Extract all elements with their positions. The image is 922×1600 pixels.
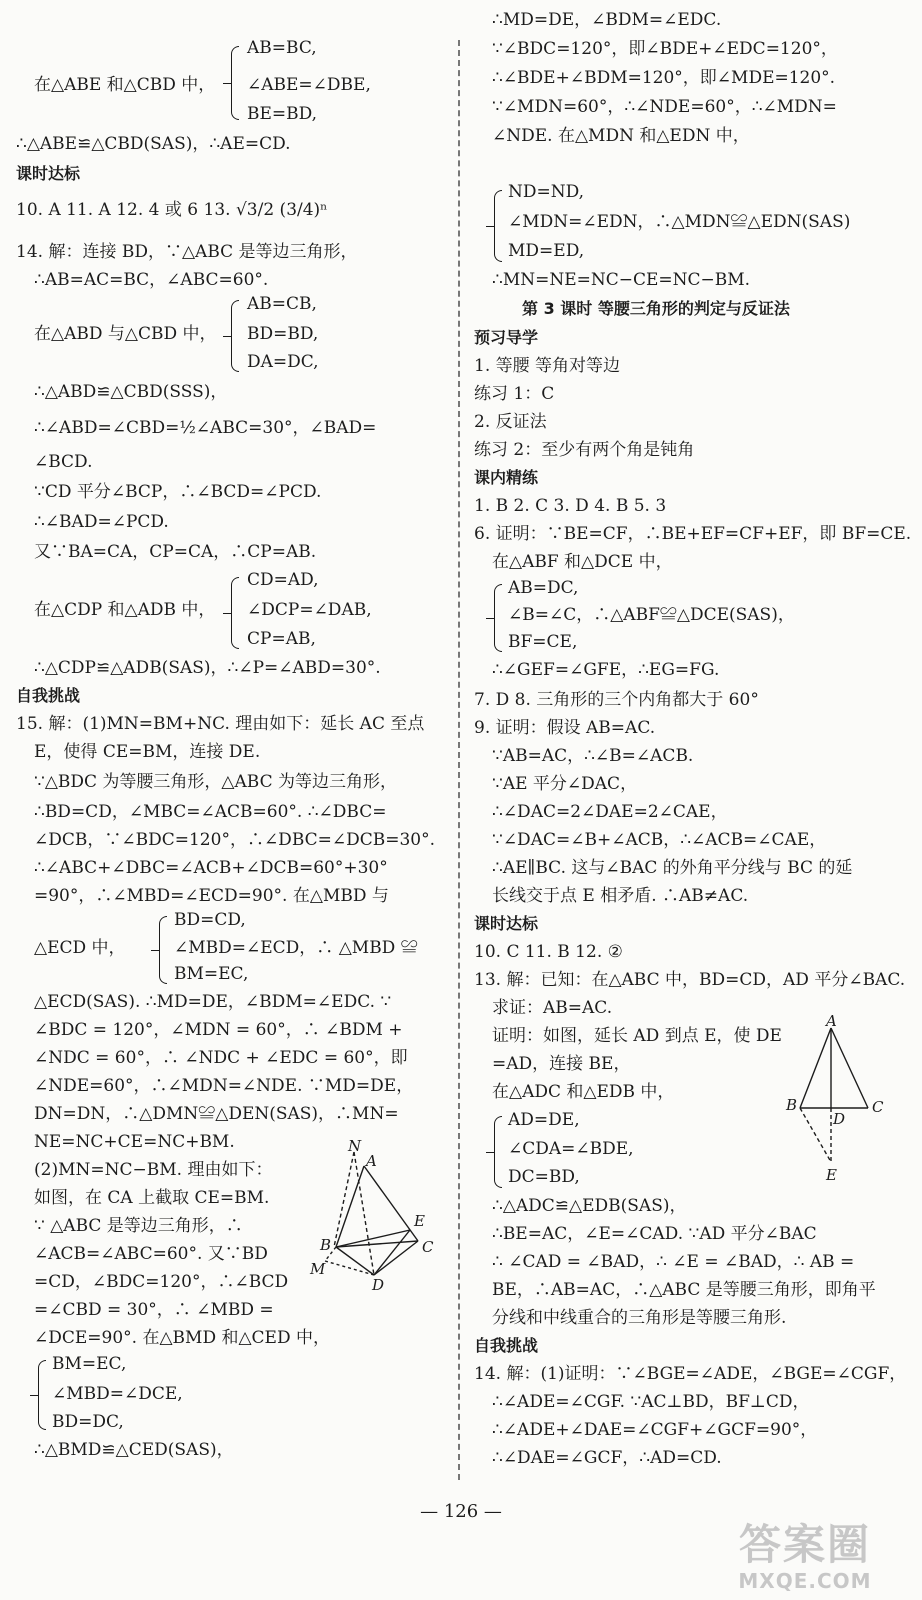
brace [494,190,502,262]
section-heading: 自我挑战 [16,686,81,705]
text-line: ∴∠ADE+∠DAE=∠CGF+∠GCF=90°， [492,1420,818,1440]
brace [231,300,239,372]
lesson-title: 第 3 课时 等腰三角形的判定与反证法 [522,299,790,318]
text-line: △ECD(SAS). ∴MD=DE，∠BDM=∠EDC. ∵ [34,992,392,1012]
brace [494,584,502,652]
text-line: 14. 解：(1)证明：∵∠BGE=∠ADE，∠BGE=∠CGF， [474,1364,907,1384]
answer-line: 10. C 11. B 12. ② [474,942,623,962]
text-line: 练习 2：至少有两个角是钝角 [474,440,695,460]
text-line: ∴∠GEF=∠GFE，∴EG=FG. [492,660,720,680]
section-heading: 自我挑战 [474,1336,539,1355]
text-line: ∵ △ABC 是等边三角形，∴ [34,1216,243,1236]
text-line: DN=DN，∴△DMN≌△DEN(SAS)，∴MN= [34,1104,399,1124]
text-line: MD=ED, [508,241,585,261]
point-label-N: N [348,1137,362,1155]
text-line: 9. 证明：假设 AB=AC. [474,718,656,738]
text-line: 6. 证明：∵BE=CF，∴BE+EF=CF+EF，即 BF=CE. [474,524,912,544]
point-label-D: D [372,1276,385,1294]
text-line: ∵△BDC 为等腰三角形，△ABC 为等边三角形， [34,772,397,792]
text-line: BE，∴AB=AC，∴△ABC 是等腰三角形，即角平 [492,1280,876,1300]
text-line: ∠MDN=∠EDN，∴△MDN≌△EDN(SAS) [508,212,851,232]
answer-line: 1. B 2. C 3. D 4. B 5. 3 [474,496,667,516]
text-line: ∴△ABD≌△CBD(SSS)， [34,382,228,402]
text-line: ∠NDE. 在△MDN 和△EDN 中， [492,126,750,146]
text-line: BF=CE, [508,632,578,652]
text-line: BD=CD, [174,910,246,930]
answer-line: 10. A 11. A 12. 4 或 6 13. √3/2 (3/4)ⁿ [16,200,328,220]
text-line: AB=BC, [247,38,317,58]
text-line: 练习 1：C [474,384,555,404]
text-line: NE=NC+CE=NC+BM. [34,1132,235,1152]
text-line: BE=BD, [247,104,318,124]
text-line: DA=DC, [247,352,319,372]
watermark-url: MXQE.COM [738,1569,872,1593]
text-line: ∴△CDP≌△ADB(SAS)，∴∠P=∠ABD=30°. [34,658,381,678]
answer-line: 7. D 8. 三角形的三个内角都大于 60° [474,690,759,710]
point-label-B: B [786,1096,798,1114]
text-line: ∴MN=NE=NC−CE=NC−BM. [492,270,751,290]
watermark-text: 答案圈 [738,1520,871,1569]
text-line: ∠B=∠C，∴△ABF≌△DCE(SAS)， [508,605,795,625]
text-line: ∠NDE=60°，∴∠MDN=∠NDE. ∵MD=DE， [34,1076,414,1096]
section-heading: 预习导学 [474,328,539,347]
text-line: 1. 等腰 等角对等边 [474,356,621,376]
text-line: ∠MBD=∠DCE, [52,1384,183,1404]
text-line: ∠NDC = 60°，∴ ∠NDC + ∠EDC = 60°，即 [34,1048,408,1068]
text-line: ∵∠BDC=120°，即∠BDE+∠EDC=120°， [492,39,838,59]
point-label-C: C [422,1238,434,1256]
text-line: =90°，∴∠MBD=∠ECD=90°. 在△MBD 与 [34,886,389,906]
text-line: AB=DC, [508,578,579,598]
text-line: ∴△ADC≌△EDB(SAS)， [492,1196,687,1216]
section-heading: 课时达标 [474,914,539,933]
text-line: ∴∠DAE=∠GCF，∴AD=CD. [492,1448,722,1468]
point-label-D: D [833,1110,846,1128]
text-line: ND=ND, [508,182,585,202]
text-line: ∴△ABE≌△CBD(SAS)，∴AE=CD. [16,134,291,154]
text-line: ∵∠MDN=60°，∴∠NDE=60°，∴∠MDN= [492,97,837,117]
text-line: =∠CBD = 30°，∴ ∠MBD = [34,1300,274,1320]
text-line: ∠MBD=∠ECD，∴ △MBD ≌ [174,938,418,958]
text-line: ∴∠ABD=∠CBD=½∠ABC=30°，∠BAD= [34,418,377,438]
geometry-figure-left [310,1137,454,1294]
text-line: ∵AB=AC，∴∠B=∠ACB. [492,746,694,766]
text-line: 分线和中线重合的三角形是等腰三角形. [492,1308,787,1328]
text-line: 如图，在 CA 上截取 CE=BM. [34,1188,270,1208]
text-line: ∵AE 平分∠DAC， [492,774,638,794]
column-divider [458,40,460,1480]
text-line: ∠BCD. [34,452,93,472]
text-line: ∵∠DAC=∠B+∠ACB，∴∠ACB=∠CAE， [492,830,827,850]
text-line: 在△ABE 和△CBD 中， [34,75,216,95]
text-line: 13. 解：已知：在△ABC 中，BD=CD，AD 平分∠BAC. [474,970,906,990]
text-line: BD=BD, [247,324,319,344]
text-line: ∴∠BDE+∠BDM=120°，即∠MDE=120°. [492,68,836,88]
text-line: ∴MD=DE，∠BDM=∠EDC. [492,10,722,30]
text-line: ∠ABE=∠DBE, [247,75,371,95]
text-line: 又∵BA=CA，CP=CA，∴CP=AB. [34,542,317,562]
text-line: AB=CB, [247,294,317,314]
brace [494,1116,502,1188]
text-line: 15. 解：(1)MN=BM+NC. 理由如下：延长 AC 至点 [16,714,425,734]
text-line: ∴AE∥BC. 这与∠BAC 的外角平分线与 BC 的延 [492,858,853,878]
text-line: ∴∠ABC+∠DBC=∠ACB+∠DCB=60°+30° [34,858,388,878]
brace [38,1360,46,1430]
section-heading: 课内精练 [474,468,539,487]
section-heading: 课时达标 [16,164,81,183]
point-label-A: A [826,1012,837,1030]
text-line: ∠BDC = 120°，∠MDN = 60°，∴ ∠BDM + [34,1020,403,1040]
text-line: ∴BE=AC，∠E=∠CAD. ∵AD 平分∠BAC [492,1224,817,1244]
point-label-B: B [320,1236,332,1254]
page-number: — 126 — [420,1501,502,1522]
text-line: 2. 反证法 [474,412,547,432]
text-line: BD=DC, [52,1412,124,1432]
text-line: ∠DCB，∵∠BDC=120°，∴∠DBC=∠DCB=30°. [34,830,436,850]
text-line: AD=DE, [508,1110,580,1130]
text-line: ∠CDA=∠BDE, [508,1139,634,1159]
text-line: CP=AB, [247,629,316,649]
text-line: △ECD 中， [34,938,126,958]
point-label-A: A [366,1152,377,1170]
text-line: (2)MN=NC−BM. 理由如下： [34,1160,273,1180]
text-line: 在△ADC 和△EDB 中， [492,1082,675,1102]
point-label-M: M [310,1260,326,1278]
text-line: BM=EC, [174,964,249,984]
text-line: ∠DCP=∠DAB, [247,600,372,620]
text-line: ∴∠DAC=2∠DAE=2∠CAE， [492,802,728,822]
text-line: 在△CDP 和△ADB 中， [34,600,216,620]
watermark-logo [700,1520,910,1596]
text-line: ∴BD=CD，∠MBC=∠ACB=60°. ∴∠DBC= [34,802,387,822]
text-line: BM=EC, [52,1354,127,1374]
point-label-E: E [826,1166,837,1184]
text-line: 长线交于点 E 相矛盾. ∴AB≠AC. [492,886,749,906]
text-line: E，使得 CE=BM，连接 DE. [34,742,261,762]
text-line: ∴AB=AC=BC，∠ABC=60°. [34,270,269,290]
text-line: ∠DCE=90°. 在△BMD 和△CED 中， [34,1328,331,1348]
text-line: ∴∠ADE=∠CGF. ∵AC⊥BD，BF⊥CD， [492,1392,810,1412]
text-line: 证明：如图，延长 AD 到点 E，使 DE [492,1026,782,1046]
text-line: ∵CD 平分∠BCP，∴∠BCD=∠PCD. [34,482,322,502]
text-line: 在△ABF 和△DCE 中， [492,552,673,572]
point-label-C: C [872,1098,884,1116]
brace [231,46,239,120]
geometry-figure-right [786,1012,896,1186]
text-line: CD=AD, [247,570,319,590]
point-label-E: E [414,1212,425,1230]
brace [231,577,239,649]
text-line: ∴∠BAD=∠PCD. [34,512,169,532]
brace [159,916,167,984]
text-line: DC=BD, [508,1167,580,1187]
text-line: =CD，∠BDC=120°，∴∠BCD [34,1272,289,1292]
text-line: =AD，连接 BE， [492,1054,631,1074]
text-line: 在△ABD 与△CBD 中， [34,324,217,344]
text-line: ∠ACB=∠ABC=60°. 又∵BD [34,1244,268,1264]
text-line: 求证：AB=AC. [492,998,613,1018]
text-line: ∴△BMD≌△CED(SAS)， [34,1440,234,1460]
text-line: ∴ ∠CAD = ∠BAD，∴ ∠E = ∠BAD，∴ AB = [492,1252,855,1272]
text-line: 14. 解：连接 BD，∵△ABC 是等边三角形， [16,242,358,262]
